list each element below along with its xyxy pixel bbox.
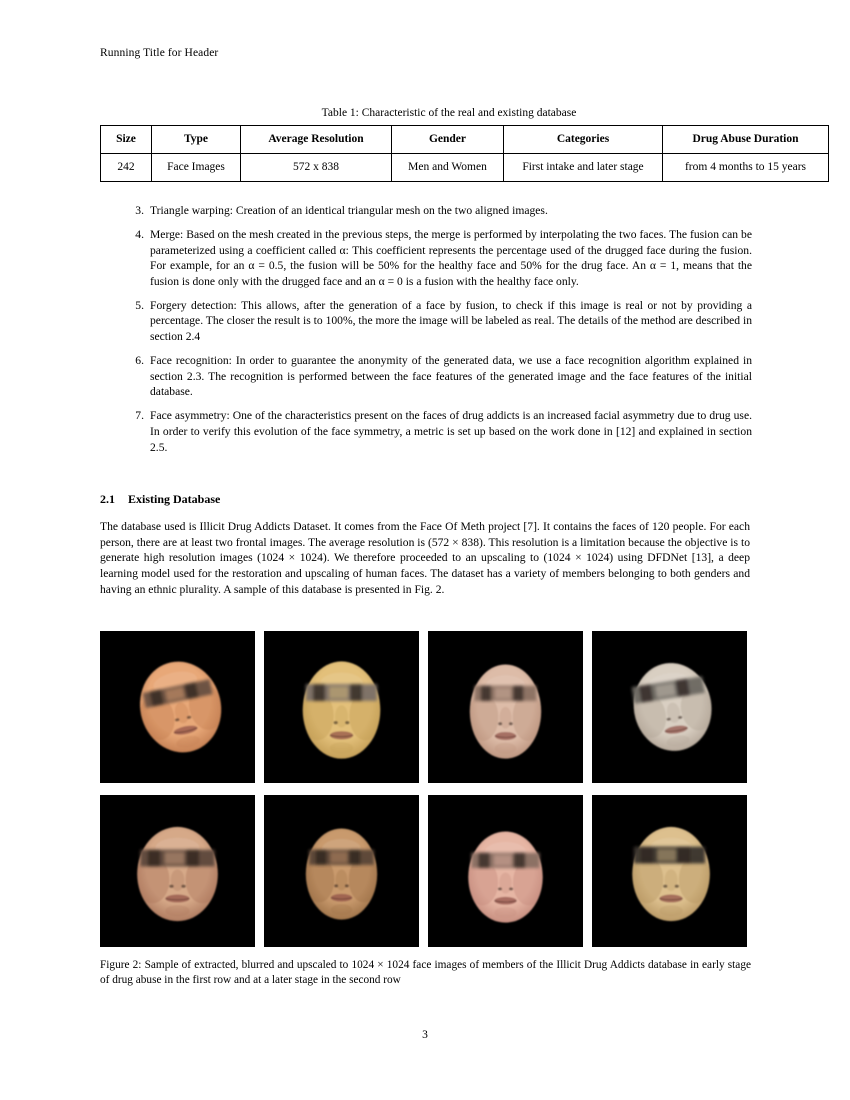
cell-gender: Men and Women	[392, 154, 504, 182]
list-item-text: Forgery detection: This allows, after the generation of a face by fusion, to check if this image is real or not by providing a percentage. The closer the result is to 100%, the more the image will be labeled as real. The details of the method are described in section 2.4	[150, 298, 752, 344]
table-header-size: Size	[101, 126, 152, 154]
running-header: Running Title for Header	[100, 47, 219, 59]
list-item-text: Merge: Based on the mesh created in the previous steps, the merge is performed by interpolating the two faces. The fusion can be parameterized using a coefficient called α: This coefficient represents the percentage used of the drugged face during the fusion. For example, for an α = 0.5, the fusion will be 50% for the healthy face and 50% for the drug face. An α = 1, means that the fusion is done only with the drugged face and an α = 0 is a fusion with the healthy face only.	[150, 228, 752, 288]
list-item-number: 4.	[135, 228, 144, 242]
table-header-type: Type	[152, 126, 241, 154]
page-number: 3	[422, 1029, 428, 1041]
list-item	[127, 298, 752, 345]
table-caption: Table 1: Characteristic of the real and existing database	[321, 107, 577, 119]
figure-image-grid	[100, 631, 748, 947]
section-heading	[100, 492, 220, 507]
face-thumbnail	[592, 631, 747, 783]
list-item-number: 6.	[135, 354, 144, 368]
face-thumbnail	[428, 631, 583, 783]
cell-size: 242	[101, 154, 152, 182]
cell-type: Face Images	[152, 154, 241, 182]
table-header-duration: Drug Abuse Duration	[663, 126, 829, 154]
section-paragraph: The database used is Illicit Drug Addicts Dataset. It comes from the Face Of Meth project [7]. It contains the faces of 120 people. For each person, there are at least two frontal images. The average resolution is (572 × 838). This resolution is a limitation because the objective is to generate high resolution images (1024 × 1024). We therefore proceeded to an upscaling to (1024 × 1024) using DFDNet [13], a deep learning model used for the restoration and upscaling of human faces. The dataset has a variety of members belonging to both genders and having an ethnic plurality. A sample of this database is presented in Fig. 2.	[100, 520, 750, 596]
list-item-text: Face recognition: In order to guarantee the anonymity of the generated data, we use a face recognition algorithm explained in section 2.3. The recognition is performed between the face features of the generated image and the face features of the initial database.	[150, 354, 752, 399]
list-item	[127, 203, 752, 219]
face-thumbnail	[592, 795, 747, 947]
face-thumbnail	[100, 795, 255, 947]
face-thumbnail	[264, 795, 419, 947]
list-item-text: Triangle warping: Creation of an identical triangular mesh on the two aligned images.	[150, 204, 548, 217]
list-item	[127, 353, 752, 400]
list-item	[127, 408, 752, 455]
face-thumbnail	[264, 631, 419, 783]
section-title: Existing Database	[128, 492, 221, 506]
cell-duration: from 4 months to 15 years	[663, 154, 829, 182]
table-header-categories: Categories	[504, 126, 663, 154]
face-thumbnail	[428, 795, 583, 947]
list-item-number: 7.	[135, 409, 144, 423]
list-item	[127, 227, 752, 289]
table-row	[101, 154, 829, 182]
face-thumbnail	[100, 631, 255, 783]
figure-caption: Figure 2: Sample of extracted, blurred and upscaled to 1024 × 1024 face images of members of the Illicit Drug Addicts database in early stage of drug abuse in the first row and at a later stage in the second row	[100, 959, 751, 987]
cell-avg-res: 572 x 838	[241, 154, 392, 182]
list-item-text: Face asymmetry: One of the characteristics present on the faces of drug addicts is an increased facial asymmetry due to drug use. In order to verify this evolution of the face symmetry, a metric is set up based on the work done in [12] and explained in section 2.5.	[150, 409, 752, 454]
list-item-number: 5.	[135, 298, 144, 312]
table-header-row	[101, 126, 829, 154]
table-header-avg-res: Average Resolution	[241, 126, 392, 154]
section-number: 2.1	[100, 492, 115, 506]
numbered-list	[127, 203, 752, 455]
list-item-number: 3.	[135, 204, 144, 217]
cell-categories: First intake and later stage	[504, 154, 663, 182]
characteristics-table	[100, 125, 807, 182]
table-header-gender: Gender	[392, 126, 504, 154]
